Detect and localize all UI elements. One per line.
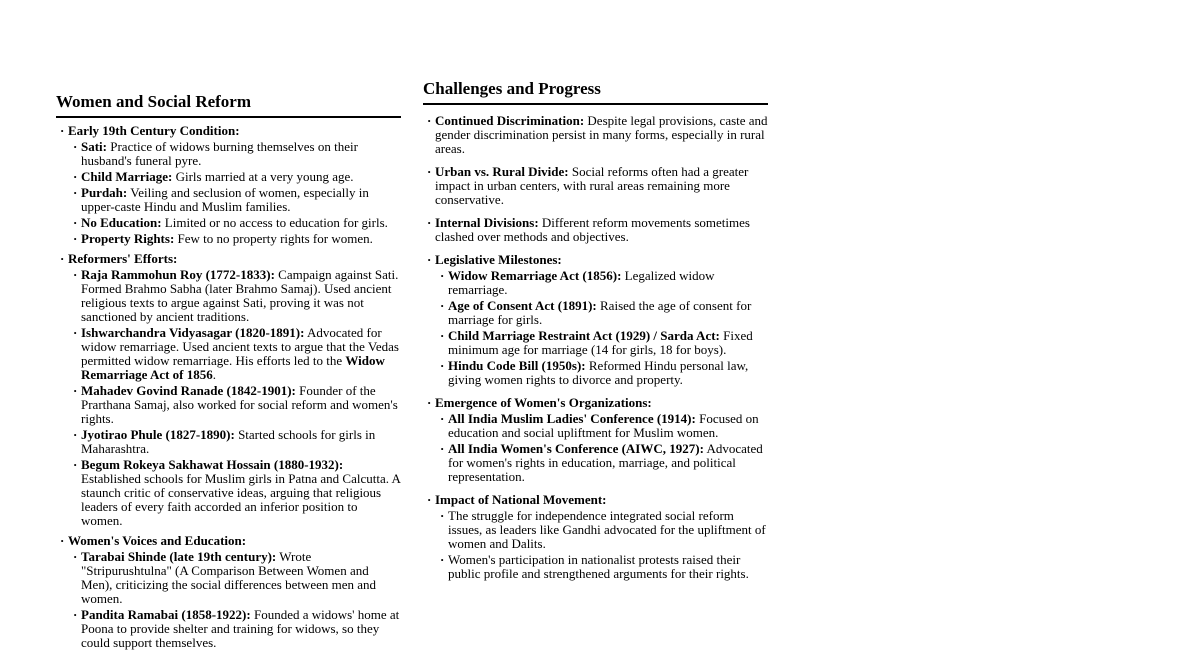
item-desc: Founder of the Prarthana Samaj, also worked for social reform and women's rights. (81, 383, 398, 426)
item-term: No Education: (81, 215, 162, 230)
item-term: Property Rights: (81, 231, 175, 246)
item-term: All India Women's Conference (AIWC, 1927): (448, 441, 704, 456)
item-term: Legislative Milestones: (435, 252, 562, 267)
list-item (68, 550, 401, 606)
item-desc-bold: Widow Remarriage Act of 1856 (81, 353, 385, 382)
list-item (423, 216, 768, 244)
item-term: Purdah: (81, 185, 128, 200)
item-term: Child Marriage Restraint Act (1929) / Sarda Act: (448, 328, 720, 343)
item-desc: Campaign against Sati. Formed Brahmo Sabha (later Brahmo Samaj). Used ancient religious texts to argue against Sati, proving it was not sanctioned by ancient traditions. (81, 267, 399, 324)
page-title: Challenges and Progress (423, 79, 768, 105)
item-desc: Advocated for widow remarriage. Used ancient texts to argue that the Vedas permitted widow remarriage. His efforts led to the (81, 325, 399, 368)
list-item (68, 232, 401, 246)
item-term: Raja Rammohun Roy (1772-1833): (81, 267, 275, 282)
list-item (423, 253, 768, 387)
item-term: Pandita Ramabai (1858-1922): (81, 607, 251, 622)
item-desc: Veiling and seclusion of women, especially in upper-caste Hindu and Muslim families. (81, 185, 369, 214)
item-desc: Practice of widows burning themselves on their husband's funeral pyre. (81, 139, 358, 168)
list-item (68, 268, 401, 324)
right-column (423, 79, 768, 581)
page-title: Women and Social Reform (56, 92, 401, 118)
item-desc: Started schools for girls in Maharashtra. (81, 427, 376, 456)
item-term: Hindu Code Bill (1950s): (448, 358, 586, 373)
item-term: Mahadev Govind Ranade (1842-1901): (81, 383, 296, 398)
list-item (435, 299, 768, 327)
item-desc: Despite legal provisions, caste and gender discrimination persist in many forms, especially in rural areas. (435, 113, 768, 156)
item-desc: Different reform movements sometimes clashed over methods and objectives. (435, 215, 750, 244)
list-item (68, 140, 401, 168)
item-desc: Women's participation in nationalist protests raised their public profile and strengthened arguments for their rights. (448, 552, 749, 581)
item-term: Begum Rokeya Sakhawat Hossain (1880-1932): (81, 457, 344, 472)
list-item (435, 329, 768, 357)
item-term: Tarabai Shinde (late 19th century): (81, 549, 277, 564)
item-desc: Legalized widow remarriage. (448, 268, 715, 297)
item-term: Women's Voices and Education: (68, 533, 247, 548)
item-term: Child Marriage: (81, 169, 173, 184)
item-term: Widow Remarriage Act (1856): (448, 268, 622, 283)
item-desc: Advocated for women's rights in education, marriage, and political representation. (448, 441, 763, 484)
item-term: Jyotirao Phule (1827-1890): (81, 427, 235, 442)
list-item (435, 553, 768, 581)
list-item (423, 114, 768, 156)
list-item (68, 170, 401, 184)
item-desc: Founded a widows' home at Poona to provide shelter and training for widows, so they could support themselves. (81, 607, 400, 650)
list-item (423, 493, 768, 581)
item-term: Ishwarchandra Vidyasagar (1820-1891): (81, 325, 305, 340)
item-desc: Few to no property rights for women. (177, 231, 373, 246)
list-item (423, 396, 768, 484)
list-item (68, 384, 401, 426)
list-item (435, 359, 768, 387)
item-desc: The struggle for independence integrated social reform issues, as leaders like Gandhi advocated for the upliftment of women and Dalits. (448, 508, 766, 551)
list-item (68, 216, 401, 230)
item-desc: Wrote "Stripurushtulna" (A Comparison Between Women and Men), criticizing the social differences between men and women. (81, 549, 377, 606)
list-item (68, 326, 401, 382)
list-item (56, 252, 401, 528)
list-item (435, 442, 768, 484)
item-term: Early 19th Century Condition: (68, 123, 240, 138)
list-item (435, 412, 768, 440)
left-column (56, 92, 401, 650)
item-term: Age of Consent Act (1891): (448, 298, 597, 313)
item-desc: Fixed minimum age for marriage (14 for girls, 18 for boys). (448, 328, 753, 357)
item-desc: Focused on education and social upliftment for Muslim women. (448, 411, 759, 440)
item-term: Impact of National Movement: (435, 492, 607, 507)
list-item (423, 165, 768, 207)
item-term: Sati: (81, 139, 107, 154)
item-desc: Social reforms often had a greater impact in urban centers, with rural areas remaining more conservative. (435, 164, 749, 207)
list-item (56, 124, 401, 246)
item-term: Emergence of Women's Organizations: (435, 395, 652, 410)
item-term: Reformers' Efforts: (68, 251, 178, 266)
item-term: Internal Divisions: (435, 215, 539, 230)
item-desc: Girls married at a very young age. (175, 169, 354, 184)
item-desc: Reformed Hindu personal law, giving women rights to divorce and property. (448, 358, 749, 387)
list-item (56, 534, 401, 650)
list-item (68, 458, 401, 528)
list-item (68, 608, 401, 650)
bullet-list (56, 124, 401, 650)
list-item (435, 509, 768, 551)
list-item (68, 186, 401, 214)
item-term: Continued Discrimination: (435, 113, 585, 128)
list-item (68, 428, 401, 456)
item-term: Urban vs. Rural Divide: (435, 164, 569, 179)
item-desc: Established schools for Muslim girls in Patna and Calcutta. A staunch critic of conservative ideas, arguing that religious leaders of every faith accorded an inferior position to women. (81, 471, 401, 528)
item-desc: . (212, 367, 217, 382)
item-term: All India Muslim Ladies' Conference (1914): (448, 411, 696, 426)
bullet-list (423, 114, 768, 581)
item-desc: Limited or no access to education for girls. (164, 215, 388, 230)
list-item (435, 269, 768, 297)
item-desc: Raised the age of consent for marriage for girls. (448, 298, 752, 327)
